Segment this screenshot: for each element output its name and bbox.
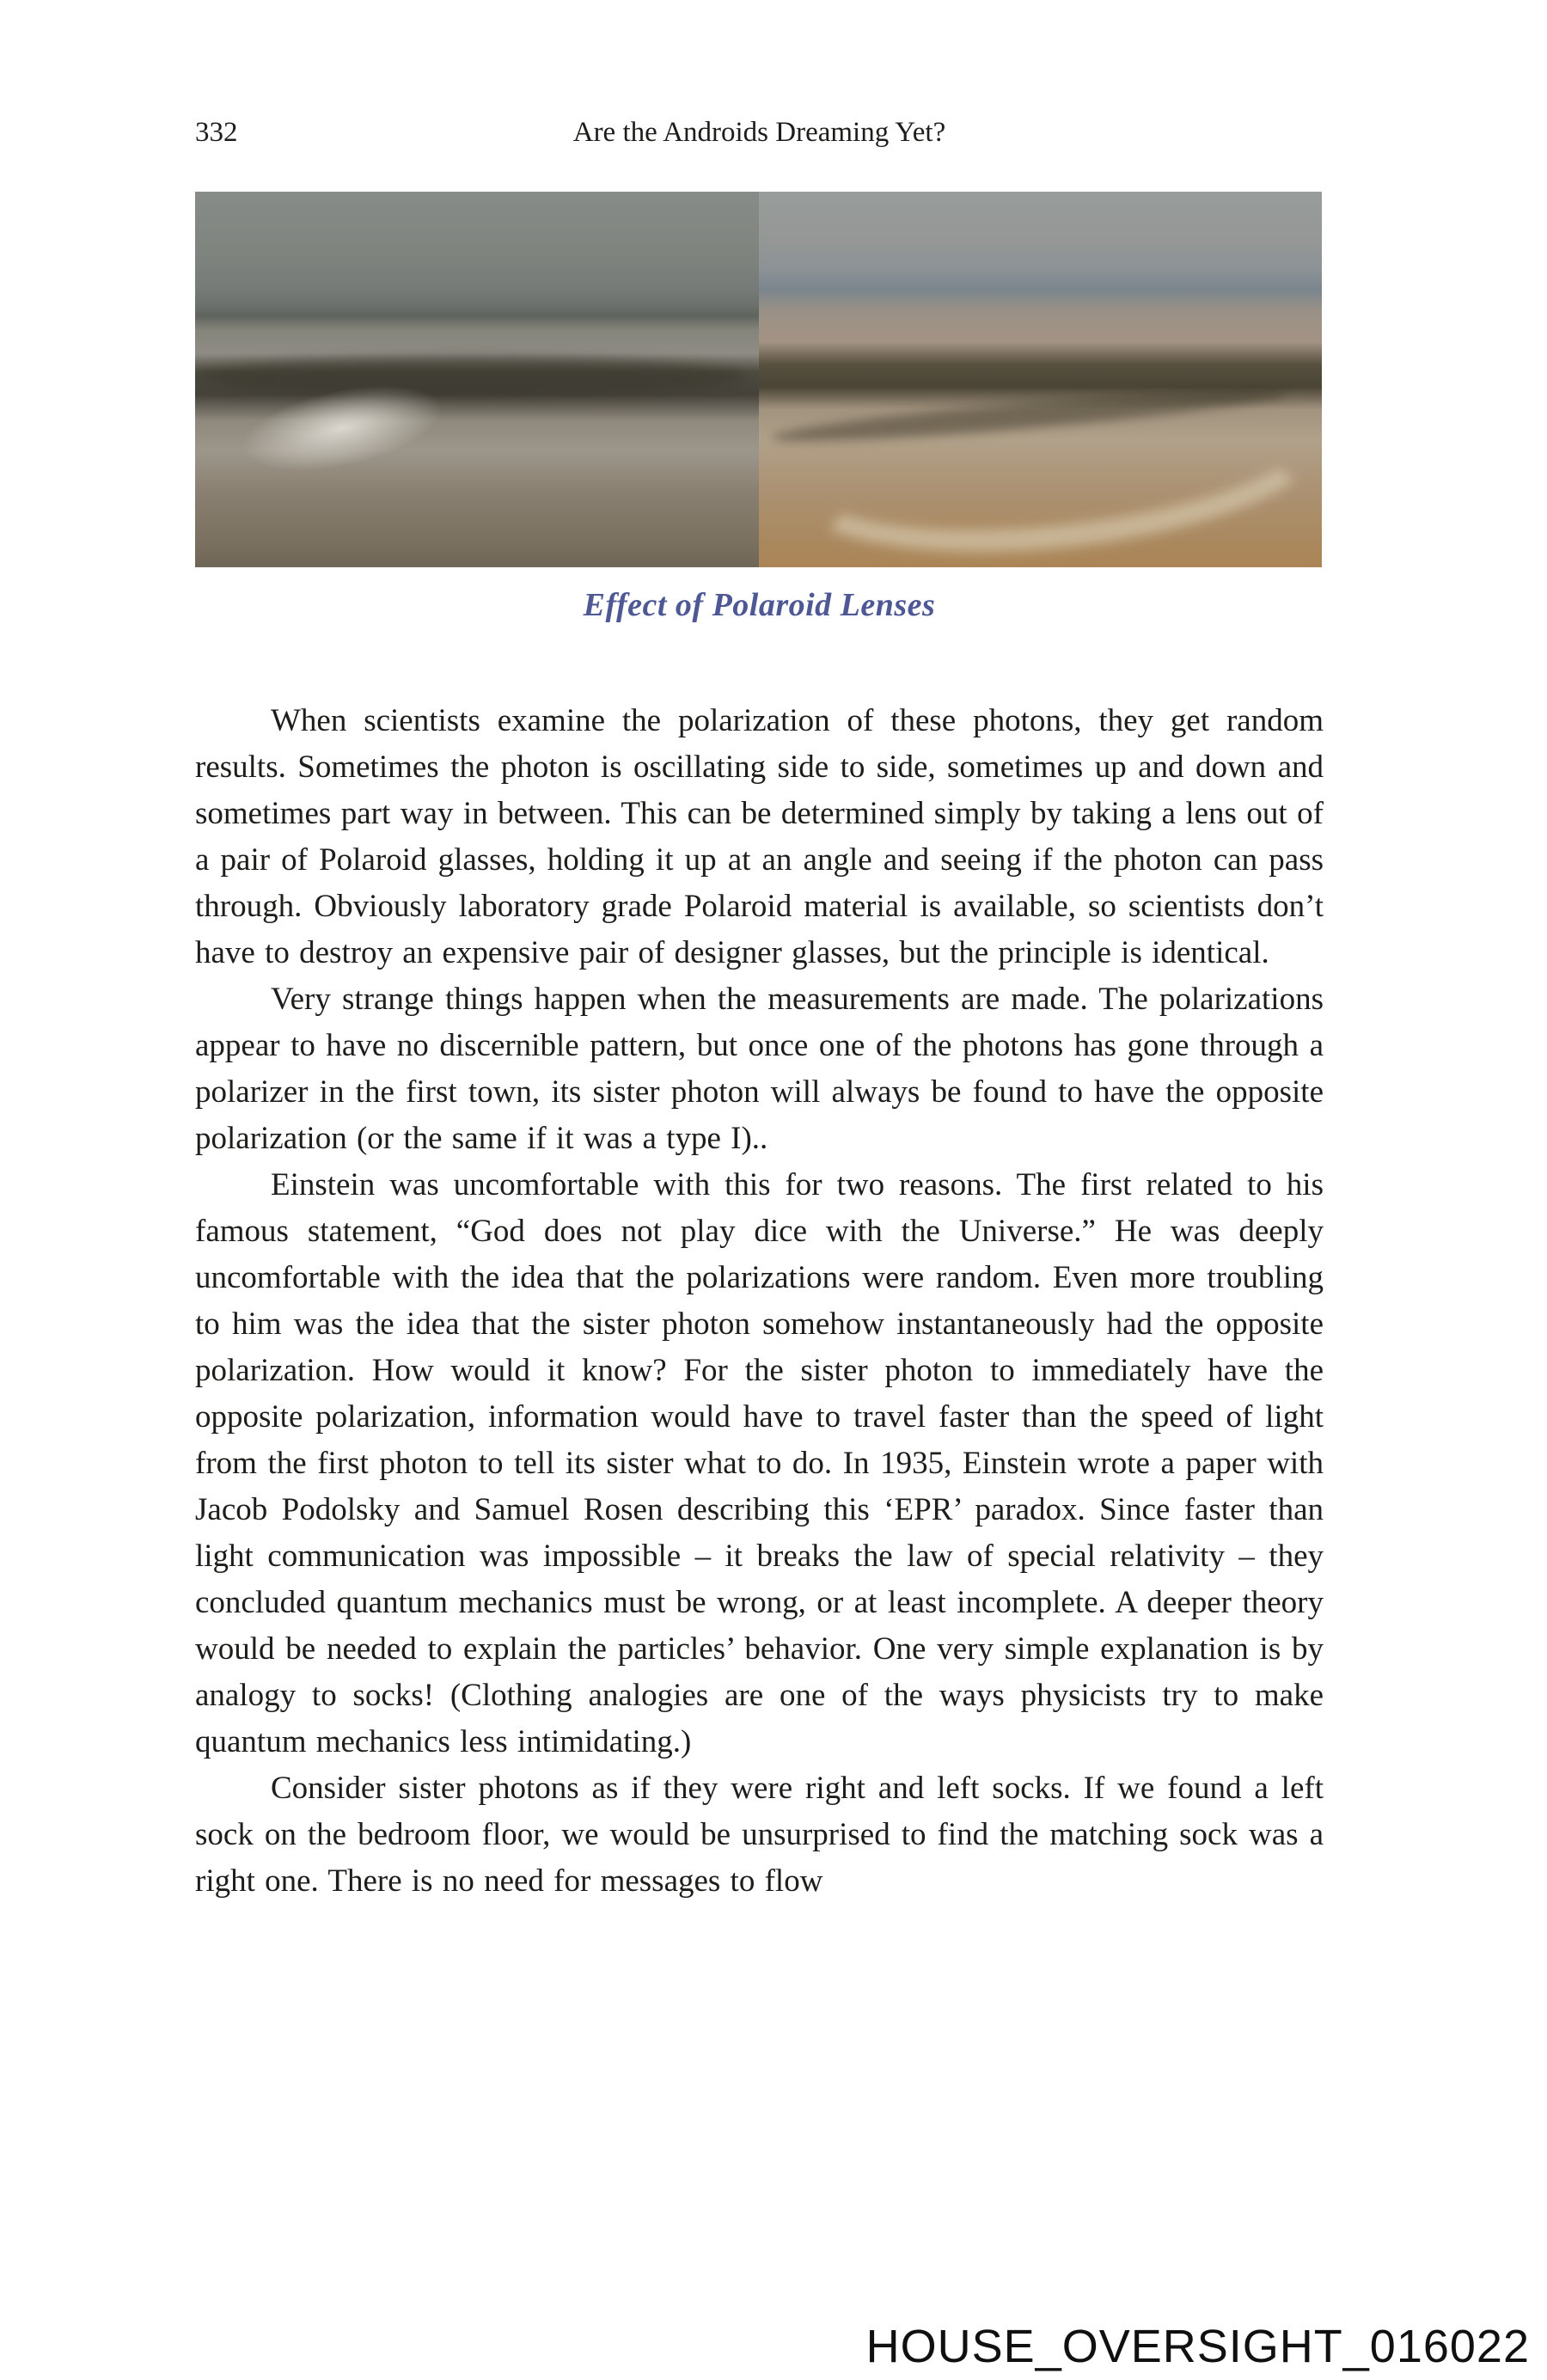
paragraph-2: Very strange things happen when the measurements are made. The polarizations appear to have no discernible pattern, but once one of the photons has gone through a polarizer in the first town, its sister photon will always be found to have the opposite polarization (or the same if it was a type I).. (195, 982, 1324, 1156)
figure (195, 192, 1324, 624)
photo-right-half-unfiltered (759, 192, 1323, 567)
oversight-watermark: HOUSE_OVERSIGHT_016022 (865, 2321, 1530, 2372)
figure-caption: Effect of Polaroid Lenses (583, 587, 936, 623)
running-header (195, 117, 1324, 155)
paragraph-1: When scientists examine the polarization of these photons, they get random results. Sometimes the photon is oscillating side to side, sometimes up and down and sometimes part way in between. This can be determined simply by taking a lens out of a pair of Polaroid glasses, holding it up at an angle and seeing if the photon can pass through. Obviously laboratory grade Polaroid material is available, so scientists don’t have to destroy an expensive pair of designer glasses, but the principle is identical. (195, 703, 1324, 970)
paragraph-3: Einstein was uncomfortable with this for two reasons. The first related to his famous statement, “God does not play dice with the Universe.” He was deeply uncomfortable with the idea that the polarizations were random. Even more troubling to him was the idea that the sister photon somehow instantaneously had the opposite polarization. How would it know? For the sister photon to immediately have the opposite polarization, information would have to travel faster than the speed of light from the first photon to tell its sister what to do. In 1935, Einstein wrote a paper with Jacob Podolsky and Samuel Rosen describing this ‘EPR’ paradox. Since faster than light communication was impossible – it breaks the law of special relativity – they concluded quantum mechanics must be wrong, or at least incomplete. A deeper theory would be needed to explain the particles’ behavior. One very simple explanation is by analogy to socks! (Clothing analogies are one of the ways physicists try to make quantum mechanics less intimidating.) (195, 1167, 1324, 1759)
paragraph-4: Consider sister photons as if they were right and left socks. If we found a left sock on the bedroom floor, we would be unsurprised to find the matching sock was a right one. There is no need for messages to flow (195, 1771, 1324, 1899)
photo-left-half-polaroid (195, 192, 759, 567)
page-number: 332 (195, 117, 238, 148)
estuary-photo (195, 192, 1322, 567)
running-header-title: Are the Androids Dreaming Yet? (572, 117, 946, 148)
body-text (195, 698, 1324, 1905)
